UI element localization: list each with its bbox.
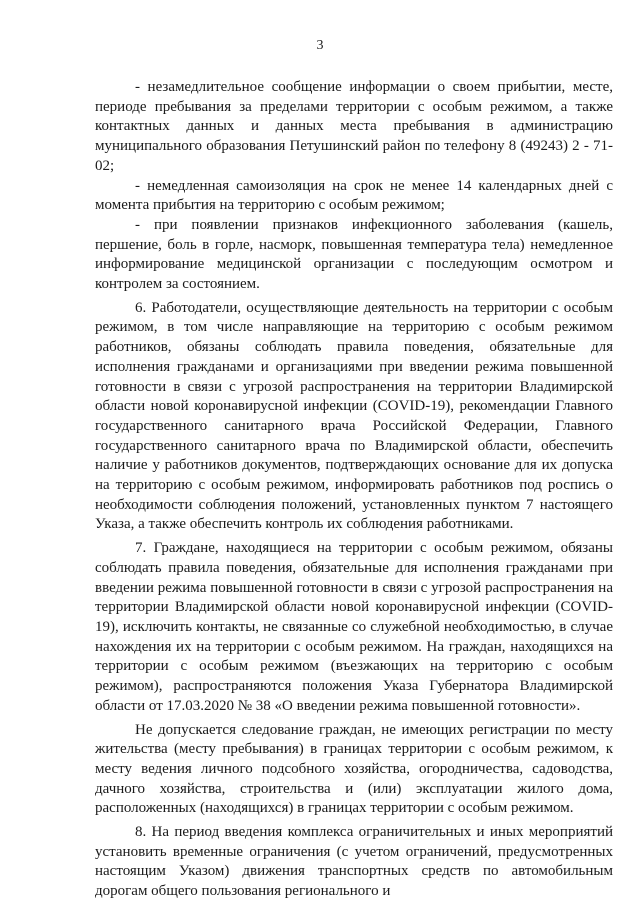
- paragraph-restriction: Не допускается следование граждан, не имеющих регистрации по месту жительства (месту пребывания) в границах территории с особым режимом, к месту ведения личного подсобного хозяйства, огородничества, садоводства, дачного хозяйства, строительства и (или) эксплуатации жилого дома, расположенных (находящихся) в границах территории с особым режимом.: [95, 721, 613, 817]
- paragraph-item-7-citizens: 7. Граждане, находящиеся на территории с особым режимом, обязаны соблюдать правила поведения, обязательные для исполнения гражданами при введении режима повышенной готовности в связи с угрозой распространения на территории Владимирской области новой коронавирусной инфекции (COVID-19), исключить контакты, не связанные со служебной необходимостью, в случае нахождения их на территории с особым режимом. На граждан, находящихся на территории с особым режимом (въезжающих на территорию с особым режимом), распространяются положения Указа Губернатора Владимирской области от 17.03.2020 № 38 «О введении режима повышенной готовности».: [95, 540, 613, 714]
- document-body: [95, 78, 613, 902]
- paragraph-item-6-employers: 6. Работодатели, осуществляющие деятельность на территории с особым режимом, в том числе направляющие на территорию с особым режимом работников, обязаны соблюдать правила поведения, обязательные для исполнения гражданами и организациями при введении режима повышенной готовности в связи с угрозой распространения на территории Владимирской области новой коронавирусной инфекции (COVID-19), рекомендации Главного государственного санитарного врача Российской Федерации, Главного государственного санитарного врача по Владимирской области, обеспечить наличие у работников документов, подтверждающих основание для их допуска на территорию с особым режимом, информировать работников под роспись о необходимости соблюдения положений, установленных пунктом 7 настоящего Указа, а также обеспечить контроль их соблюдения работниками.: [95, 299, 613, 533]
- page-number: 3: [316, 38, 324, 53]
- paragraph-notification: - незамедлительное сообщение информации о своем прибытии, месте, периоде пребывания за пределами территории с особым режимом, а также контактных данных и данных места пребывания в администрацию муниципального образования Петушинский район по телефону 8 (49243) 2 - 71-02;: [95, 79, 613, 174]
- paragraph-self-isolation: - немедленная самоизоляция на срок не менее 14 календарных дней с момента прибытия на территорию с особым режимом;: [95, 177, 613, 214]
- paragraph-item-8-transport: 8. На период введения комплекса ограничительных и иных мероприятий установить временные ограничения (с учетом ограничений, предусмотренных настоящим Указом) движения транспортных средств по автомобильным дорогам общего пользования регионального и: [95, 824, 613, 900]
- paragraph-symptoms: - при появлении признаков инфекционного заболевания (кашель, першение, боль в горле, насморк, повышенная температура тела) немедленное информирование медицинской организации с последующим осмотром и контролем за состоянием.: [95, 216, 613, 293]
